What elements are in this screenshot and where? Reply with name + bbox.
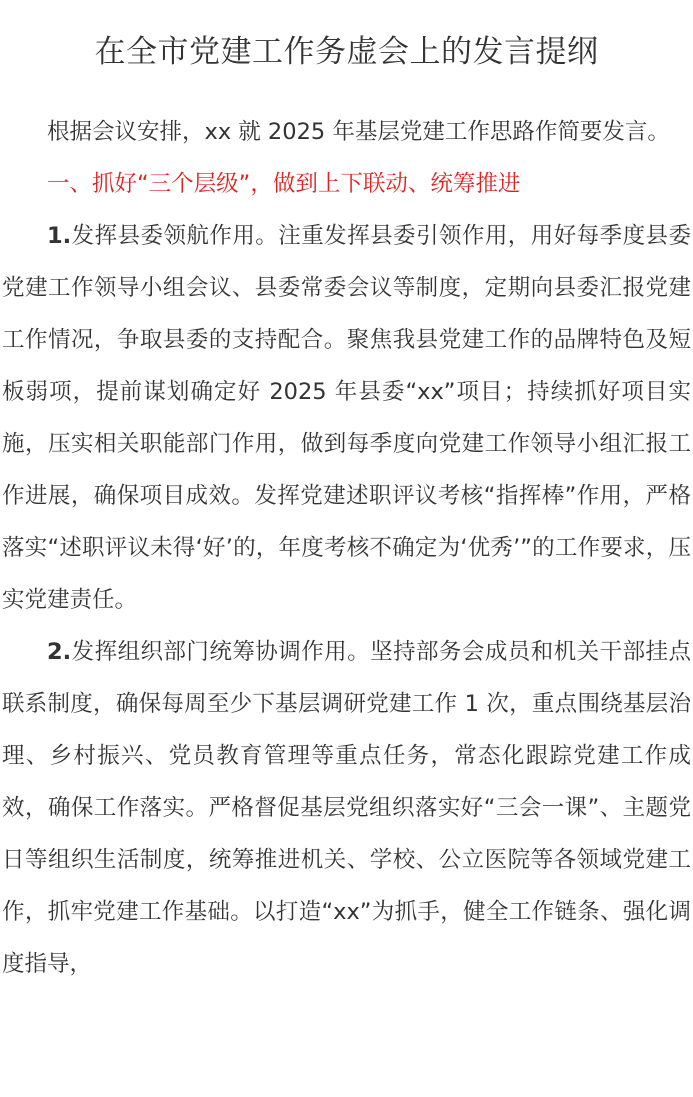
item-number: 1.	[47, 223, 72, 249]
intro-paragraph: 根据会议安排，xx 就 2025 年基层党建工作思路作简要发言。	[47, 119, 670, 145]
section-heading: 一、抓好“三个层级”，做到上下联动、统筹推进	[47, 171, 521, 197]
item-paragraph-1	[2, 210, 691, 626]
document-title: 在全市党建工作务虚会上的发言提纲	[94, 34, 599, 70]
item-number: 2.	[47, 639, 72, 665]
document-body	[2, 106, 691, 990]
item-text: 发挥组织部门统筹协调作用。坚持部务会成员和机关干部挂点联系制度，确保每周至少下基层调研党建工作 1 次，重点围绕基层治理、乡村振兴、党员教育管理等重点任务，常态化跟踪党建工作成效，确保工作落实。严格督促基层党组织落实好“三会一课”、主题党日等组织生活制度，统筹推进机关、学校、公立医院等各领域党建工作，抓牢党建工作基础。以打造“xx”为抓手，健全工作链条、强化调度指导，	[2, 639, 691, 977]
item-text: 发挥县委领航作用。注重发挥县委引领作用，用好每季度县委党建工作领导小组会议、县委常委会议等制度，定期向县委汇报党建工作情况，争取县委的支持配合。聚焦我县党建工作的品牌特色及短板弱项，提前谋划确定好 2025 年县委“xx”项目；持续抓好项目实施，压实相关职能部门作用，做到每季度向党建工作领导小组汇报工作进展，确保项目成效。发挥党建述职评议考核“指挥棒”作用，严格落实“述职评议未得‘好’的，年度考核不确定为‘优秀’”的工作要求，压实党建责任。	[2, 223, 691, 613]
item-paragraph-2	[2, 626, 691, 990]
